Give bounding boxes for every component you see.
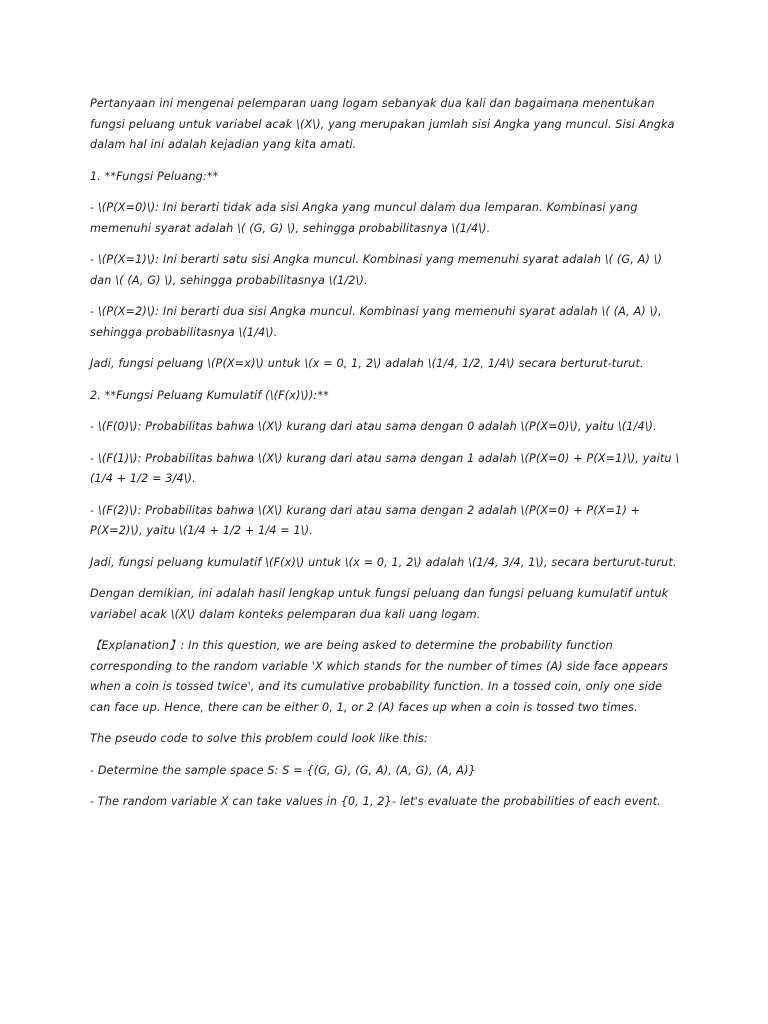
pseudo-code-step-random-variable: - The random variable X can take values in {0, 1, 2}- let's evaluate the probabilities of each event. bbox=[90, 795, 661, 808]
intro-paragraph: Pertanyaan ini mengenai pelemparan uang logam sebanyak dua kali dan bagaimana menentukan fungsi peluang untuk variabel acak \(X\), yang merupakan jumlah sisi Angka yang muncul. Sisi Angka dalam hal ini adalah kejadian yang kita amati. bbox=[90, 97, 675, 151]
list-item-f-2: - \(F(2)\): Probabilitas bahwa \(X\) kurang dari atau sama dengan 2 adalah \(P(X=0) + P(X=1) + P(X=2)\), yaitu \(1/4 + 1/2 + 1/4 = 1\). bbox=[90, 503, 641, 537]
cumulative-summary: Jadi, fungsi peluang kumulatif \(F(x)\) untuk \(x = 0, 1, 2\) adalah \(1/4, 3/4, 1\), secara berturut-turut. bbox=[90, 555, 677, 569]
pseudo-code-intro: The pseudo code to solve this problem could look like this: bbox=[90, 732, 428, 745]
list-item-f-1: - \(F(1)\): Probabilitas bahwa \(X\) kurang dari atau sama dengan 1 adalah \(P(X=0) + P(X=1)\), yaitu \(1/4 + 1/2 = 3/4\). bbox=[90, 451, 680, 485]
section-heading-probability-function: 1. **Fungsi Peluang:** bbox=[90, 169, 219, 183]
list-item-p-x-0: - \(P(X=0)\): Ini berarti tidak ada sisi Angka yang muncul dalam dua lemparan. Kombinasi yang memenuhi syarat adalah \( (G, G) \), sehingga probabilitasnya \(1/4\). bbox=[90, 201, 638, 235]
conclusion-paragraph: Dengan demikian, ini adalah hasil lengkap untuk fungsi peluang dan fungsi peluang kumulatif untuk variabel acak \(X\) dalam konteks pelemparan dua kali uang logam. bbox=[90, 587, 669, 621]
section-heading-cumulative-function: 2. **Fungsi Peluang Kumulatif (\(F(x)\)):** bbox=[90, 388, 329, 402]
list-item-p-x-1: - \(P(X=1)\): Ini berarti satu sisi Angka muncul. Kombinasi yang memenuhi syarat adalah \( (G, A) \) dan \( (A, G) \), sehingga probabilitasnya \(1/2\). bbox=[90, 253, 663, 287]
probability-summary: Jadi, fungsi peluang \(P(X=x)\) untuk \(x = 0, 1, 2\) adalah \(1/4, 1/2, 1/4\) secara berturut-turut. bbox=[90, 357, 644, 370]
list-item-p-x-2: - \(P(X=2)\): Ini berarti dua sisi Angka muncul. Kombinasi yang memenuhi syarat adalah \( (A, A) \), sehingga probabilitasnya \(1/4\). bbox=[90, 305, 662, 339]
pseudo-code-step-sample-space: - Determine the sample space S: S = {(G, G), (G, A), (A, G), (A, A)} bbox=[90, 763, 476, 777]
explanation-paragraph: 【Explanation】: In this question, we are being asked to determine the probability function corresponding to the random variable 'X which stands for the number of times (A) side face appears when a coin is tossed twice', and its cumulative probability function. In a tossed coin, only one side can face up. Hence, there can be either 0, 1, or 2 (A) faces up when a coin is tossed two times. bbox=[90, 639, 669, 714]
list-item-f-0: - \(F(0)\): Probabilitas bahwa \(X\) kurang dari atau sama dengan 0 adalah \(P(X=0)\), yaitu \(1/4\). bbox=[90, 420, 657, 433]
document-body bbox=[90, 94, 682, 824]
